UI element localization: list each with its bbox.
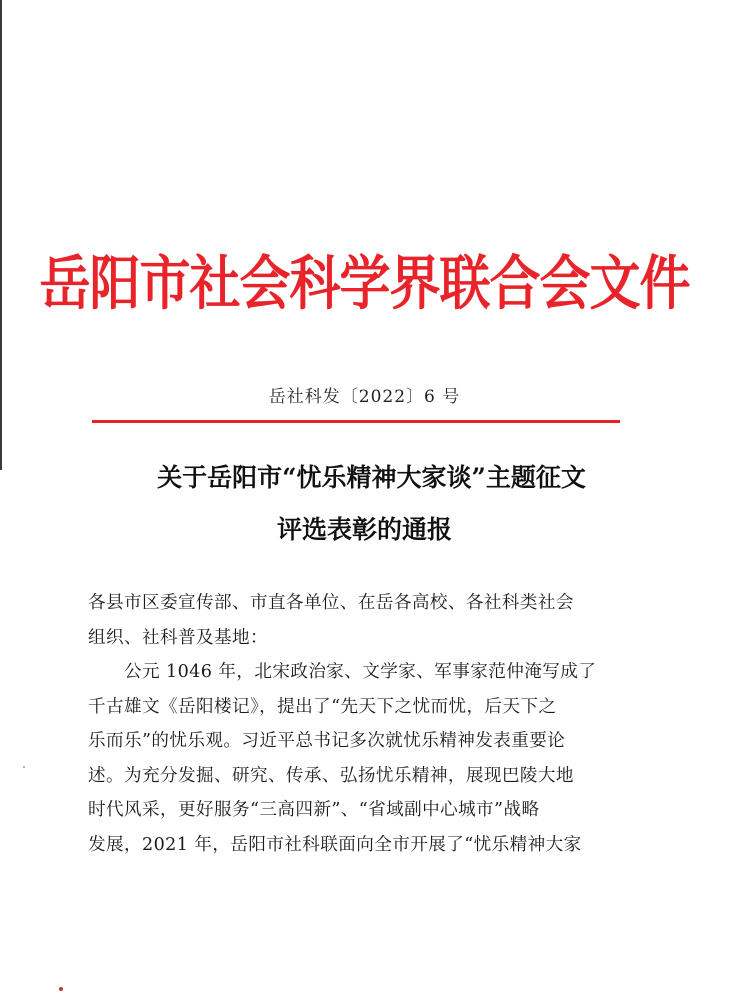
body-line: 乐而乐”的忧乐观。习近平总书记多次就忧乐精神发表重要论: [88, 731, 566, 751]
org-header-title: 岳阳市社会科学界联合会文件: [39, 250, 690, 319]
body-line: 发展，2021 年，岳阳市社科联面向全市开展了“忧乐精神大家: [88, 834, 582, 855]
body-line: 各县市区委宣传部、市直各单位、在岳各高校、各社科类社会: [88, 593, 574, 613]
scan-speck: [23, 766, 25, 768]
scan-speck-red: [59, 987, 63, 991]
body-line: 千古雄文《岳阳楼记》，提出了“先天下之忧而忧，后天下之: [88, 696, 557, 717]
body-line: 公元 1046 年，北宋政治家、文学家、军事家范仲淹写成了: [124, 662, 597, 682]
notice-title-line-2: 评选表彰的通报: [276, 515, 452, 544]
body-line: 时代风采，更好服务“三高四新”、“省域副中心城市”战略: [88, 800, 540, 820]
notice-title-line-1: 关于岳阳市“忧乐精神大家谈”主题征文: [157, 463, 586, 492]
body-line: 述。为充分发掘、研究、传承、弘扬忧乐精神，展现巴陵大地: [88, 765, 574, 786]
document-number: 岳社科发〔2022〕6 号: [268, 387, 461, 407]
red-divider-line: [92, 420, 620, 423]
body-line: 组织、社科普及基地：: [88, 627, 268, 648]
notice-title: [0, 452, 729, 556]
notice-body: [88, 586, 628, 862]
